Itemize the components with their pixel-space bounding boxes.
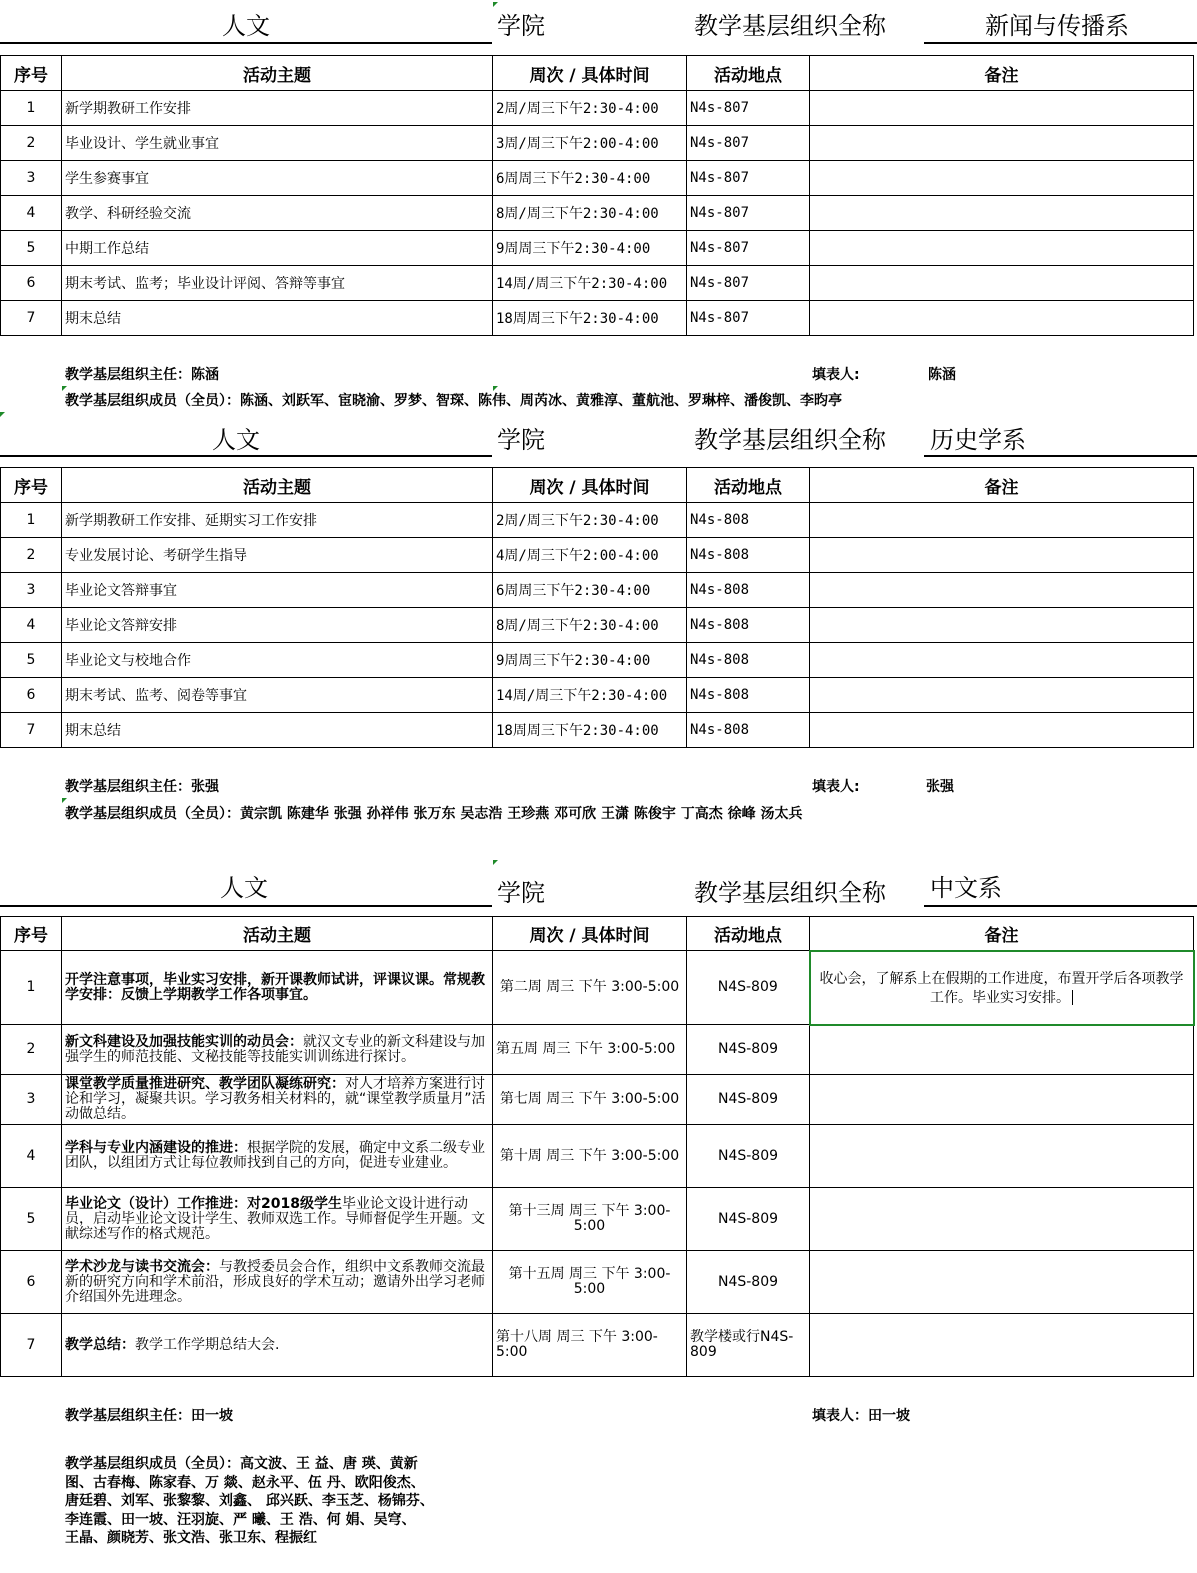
table-row [1, 643, 1194, 678]
column-header-topic[interactable]: 活动主题 [62, 56, 493, 91]
dept-name: 新闻与传播系 [985, 12, 1129, 40]
row-remark[interactable] [810, 301, 1194, 336]
row-topic-lead: 学科与专业内涵建设的推进： [65, 1140, 247, 1156]
column-header-time[interactable]: 周次 / 具体时间 [493, 468, 687, 503]
table-row [1, 678, 1194, 713]
row-place[interactable]: N4s-808 [687, 503, 810, 538]
row-place[interactable]: N4S-809 [687, 1075, 810, 1125]
members-line: 李连霞、田一坡、汪羽旋、严 曦、王 浩、何 娟、吴穹、 [65, 1511, 416, 1528]
row-remark[interactable] [810, 266, 1194, 301]
comment-marker-icon [0, 412, 5, 417]
row-remark[interactable] [810, 126, 1194, 161]
row-time[interactable]: 第二周 周三 下午 3:00-5:00 [493, 951, 687, 1025]
row-remark[interactable] [810, 1075, 1194, 1125]
row-remark[interactable] [810, 1125, 1194, 1188]
row-remark-editing[interactable] [810, 951, 1194, 1025]
row-time[interactable]: 14周/周三下午2:30-4:00 [493, 266, 687, 301]
row-no[interactable]: 3 [1, 1075, 62, 1125]
row-time[interactable]: 9周周三下午2:30-4:00 [493, 643, 687, 678]
row-topic[interactable] [62, 1314, 493, 1377]
members-note[interactable]: 教学基层组织成员（全员）：陈涵、刘跃军、宦晓渝、罗梦、智琛、陈伟、周芮冰、黄雅淳、董航池、罗琳梓、潘俊凯、李昀亭 [65, 393, 842, 409]
row-no[interactable]: 5 [1, 1188, 62, 1251]
table-row [1, 713, 1194, 748]
row-no[interactable]: 3 [1, 161, 62, 196]
row-place[interactable]: N4s-808 [687, 573, 810, 608]
header-underline [0, 905, 492, 907]
table-row [1, 503, 1194, 538]
row-topic[interactable]: 教学、科研经验交流 [62, 196, 493, 231]
table-row [1, 951, 1194, 1025]
row-remark[interactable] [810, 1251, 1194, 1314]
row-topic-detail: 毕业论文设计进行动员，启动毕业论文设计学生、教师双选工作。导师督促学生开题。文献综述写作的格式规范。 [65, 1195, 485, 1242]
row-topic[interactable] [62, 1125, 493, 1188]
members-line: 唐廷碧、刘军、张黎黎、刘鑫、 邱兴跃、李玉芝、杨锦芬、 [65, 1493, 434, 1509]
row-no[interactable]: 5 [1, 231, 62, 266]
row-place[interactable]: N4S-809 [687, 1025, 810, 1075]
table-row [1, 1025, 1194, 1075]
row-time[interactable]: 8周/周三下午2:30-4:00 [493, 608, 687, 643]
row-topic-lead: 学术沙龙与读书交流会： [65, 1258, 219, 1275]
row-no[interactable]: 6 [1, 678, 62, 713]
table-row [1, 1125, 1194, 1188]
row-remark[interactable] [810, 608, 1194, 643]
section-chinese [0, 858, 1197, 1573]
column-header-place[interactable]: 活动地点 [687, 917, 810, 951]
row-topic-detail: 与教授委员会合作，组织中文系教师交流最新的研究方向和学术前沿，形成良好的学术互动；邀请外出学习老师介绍国外先进理念。 [65, 1258, 485, 1305]
header-underline [0, 455, 492, 457]
table-row [1, 608, 1194, 643]
section-news-communication [0, 0, 1197, 410]
row-time[interactable]: 4周/周三下午2:00-4:00 [493, 538, 687, 573]
row-remark[interactable] [810, 196, 1194, 231]
row-place[interactable]: N4s-807 [687, 196, 810, 231]
schedule-table [0, 55, 1194, 336]
table-row [1, 538, 1194, 573]
row-no[interactable]: 5 [1, 643, 62, 678]
table-row [1, 231, 1194, 266]
row-time[interactable]: 18周周三下午2:30-4:00 [493, 713, 687, 748]
row-topic-lead: 开学注意事项，毕业实习安排，新开课教师试讲，评课议课。常规教学安排：反馈上学期教学工作各项事宜。 [65, 971, 485, 1003]
column-header-no[interactable]: 序号 [1, 468, 62, 503]
table-row [1, 1075, 1194, 1125]
row-remark[interactable] [810, 1025, 1194, 1075]
row-topic-lead: 新文科建设及加强技能实训的动员会： [65, 1033, 303, 1050]
org-label: 教学基层组织全称 [694, 12, 886, 40]
director-note[interactable]: 教学基层组织主任：张强 [65, 779, 219, 795]
row-time[interactable]: 9周周三下午2:30-4:00 [493, 231, 687, 266]
row-remark[interactable] [810, 573, 1194, 608]
row-topic-detail: 根据学院的发展，确定中文系二级专业团队，以组团方式让每位教师找到自己的方向，促进专业建业。 [65, 1140, 485, 1171]
row-time[interactable]: 第十三周 周三 下午 3:00-5:00 [493, 1188, 687, 1251]
row-time[interactable]: 3周/周三下午2:00-4:00 [493, 126, 687, 161]
row-no[interactable]: 4 [1, 196, 62, 231]
row-topic[interactable] [62, 951, 493, 1025]
header-underline [924, 455, 1197, 457]
row-place[interactable]: N4S-809 [687, 951, 810, 1025]
row-no[interactable]: 6 [1, 266, 62, 301]
row-time[interactable]: 14周/周三下午2:30-4:00 [493, 678, 687, 713]
row-topic-lead: 教学总结： [65, 1336, 135, 1353]
row-time[interactable]: 第五周 周三 下午 3:00-5:00 [493, 1025, 687, 1075]
row-place[interactable]: N4s-807 [687, 91, 810, 126]
members-line: 王晶、颜晓芳、张文浩、张卫东、程振红 [65, 1530, 317, 1546]
table-row [1, 301, 1194, 336]
row-no[interactable]: 2 [1, 126, 62, 161]
college-name: 人文 [212, 426, 260, 454]
row-no[interactable]: 1 [1, 91, 62, 126]
row-place[interactable]: N4s-808 [687, 608, 810, 643]
table-row [1, 126, 1194, 161]
row-no[interactable]: 7 [1, 713, 62, 748]
row-topic-detail: 对人才培养方案进行讨论和学习，凝聚共识。学习教务相关材料的，就“课堂教学质量月”活动做总结。 [65, 1076, 486, 1122]
filler-name[interactable]: 张强 [926, 779, 954, 795]
row-time[interactable]: 6周周三下午2:30-4:00 [493, 573, 687, 608]
director-note[interactable]: 教学基层组织主任：田一坡 [65, 1408, 233, 1424]
row-place[interactable]: 教学楼或行N4S-809 [687, 1314, 810, 1377]
column-header-topic[interactable]: 活动主题 [62, 917, 493, 951]
row-place[interactable]: N4s-807 [687, 266, 810, 301]
filler-name[interactable]: 陈涵 [928, 367, 956, 383]
members-line: 教学基层组织成员（全员）：高文波、王 益、唐 瑛、黄新 [65, 1456, 418, 1472]
column-header-no[interactable]: 序号 [1, 917, 62, 951]
members-line: 图、古春梅、陈家春、万 燚、赵永平、伍 丹、欧阳俊杰、 [65, 1474, 425, 1491]
header-underline [0, 42, 492, 44]
row-topic[interactable] [62, 1025, 493, 1075]
row-remark[interactable] [810, 1188, 1194, 1251]
row-time[interactable]: 2周/周三下午2:30-4:00 [493, 503, 687, 538]
dept-name: 历史学系 [930, 426, 1026, 454]
header-underline [924, 905, 1197, 907]
members-note[interactable] [65, 1455, 434, 1548]
column-header-remark[interactable]: 备注 [810, 917, 1194, 951]
row-topic[interactable] [62, 1188, 493, 1251]
row-no[interactable]: 1 [1, 951, 62, 1025]
section-history [0, 410, 1197, 850]
row-topic[interactable] [62, 1075, 493, 1125]
row-topic[interactable]: 毕业论文答辩事宜 [62, 573, 493, 608]
row-remark[interactable] [810, 678, 1194, 713]
row-topic-detail: 就汉文专业的新文科建设与加强学生的师范技能、文秘技能等技能实训训练进行探讨。 [65, 1033, 485, 1065]
table-row [1, 161, 1194, 196]
column-header-time[interactable]: 周次 / 具体时间 [493, 917, 687, 951]
row-remark[interactable] [810, 231, 1194, 266]
row-topic[interactable] [62, 1251, 493, 1314]
row-place[interactable]: N4S-809 [687, 1251, 810, 1314]
table-row [1, 1188, 1194, 1251]
row-place[interactable]: N4s-808 [687, 538, 810, 573]
row-topic[interactable]: 毕业论文答辩安排 [62, 608, 493, 643]
row-time[interactable]: 第十周 周三 下午 3:00-5:00 [493, 1125, 687, 1188]
table-row [1, 573, 1194, 608]
row-topic[interactable]: 毕业设计、学生就业事宜 [62, 126, 493, 161]
row-place[interactable]: N4s-807 [687, 126, 810, 161]
row-remark[interactable] [810, 538, 1194, 573]
row-no[interactable]: 7 [1, 1314, 62, 1377]
row-topic[interactable]: 期末考试、监考；毕业设计评阅、答辩等事宜 [62, 266, 493, 301]
header-underline [924, 42, 1197, 44]
schedule-table [0, 916, 1195, 1377]
org-label: 教学基层组织全称 [694, 879, 886, 907]
row-remark[interactable] [810, 503, 1194, 538]
table-row [1, 91, 1194, 126]
row-place[interactable]: N4S-809 [687, 1125, 810, 1188]
comment-marker-icon [62, 386, 67, 391]
row-topic[interactable]: 专业发展讨论、考研学生指导 [62, 538, 493, 573]
table-row [1, 1251, 1194, 1314]
row-topic-lead: 课堂教学质量推进研究、教学团队凝练研究： [65, 1076, 345, 1092]
members-note[interactable]: 教学基层组织成员（全员）：黄宗凯 陈建华 张强 孙祥伟 张万东 吴志浩 王珍燕 邓可欣 王潇 陈俊宇 丁高杰 徐峰 汤太兵 [65, 806, 803, 822]
row-topic[interactable]: 学生参赛事宜 [62, 161, 493, 196]
row-remark[interactable] [810, 161, 1194, 196]
row-remark[interactable] [810, 713, 1194, 748]
comment-marker-icon [62, 798, 67, 803]
org-label: 教学基层组织全称 [694, 426, 886, 454]
row-topic-detail: 教学工作学期总结大会. [135, 1336, 280, 1353]
column-header-no[interactable]: 序号 [1, 56, 62, 91]
column-header-remark[interactable]: 备注 [810, 56, 1194, 91]
row-topic[interactable]: 期末总结 [62, 301, 493, 336]
filler-label[interactable]: 填表人: [812, 367, 860, 383]
row-remark[interactable] [810, 1314, 1194, 1377]
text-cursor-icon [1072, 990, 1073, 1005]
row-topic[interactable]: 毕业论文与校地合作 [62, 643, 493, 678]
row-time[interactable]: 2周/周三下午2:30-4:00 [493, 91, 687, 126]
row-place[interactable]: N4S-809 [687, 1188, 810, 1251]
row-topic[interactable]: 新学期教研工作安排、延期实习工作安排 [62, 503, 493, 538]
college-name: 人文 [222, 12, 270, 40]
row-time[interactable]: 第十五周 周三 下午 3:00-5:00 [493, 1251, 687, 1314]
column-header-time[interactable]: 周次 / 具体时间 [493, 56, 687, 91]
college-suffix: 学院 [497, 879, 545, 907]
column-header-topic[interactable]: 活动主题 [62, 468, 493, 503]
row-place[interactable]: N4s-808 [687, 643, 810, 678]
row-place[interactable]: N4s-807 [687, 301, 810, 336]
filler-label[interactable]: 填表人: [812, 779, 860, 795]
row-topic[interactable]: 中期工作总结 [62, 231, 493, 266]
row-no[interactable]: 6 [1, 1251, 62, 1314]
comment-marker-icon [493, 860, 498, 865]
table-row [1, 196, 1194, 231]
table-row [1, 266, 1194, 301]
row-no[interactable]: 4 [1, 1125, 62, 1188]
row-no[interactable]: 3 [1, 573, 62, 608]
row-no[interactable]: 1 [1, 503, 62, 538]
table-row [1, 1314, 1194, 1377]
row-no[interactable]: 2 [1, 538, 62, 573]
row-topic-lead: 毕业论文（设计）工作推进：对2018级学生 [65, 1195, 342, 1212]
row-no[interactable]: 4 [1, 608, 62, 643]
row-topic[interactable]: 期末考试、监考、阅卷等事宜 [62, 678, 493, 713]
row-no[interactable]: 7 [1, 301, 62, 336]
row-place[interactable]: N4s-807 [687, 161, 810, 196]
director-note[interactable]: 教学基层组织主任：陈涵 [65, 367, 219, 383]
comment-marker-icon [493, 2, 498, 7]
row-time[interactable]: 第七周 周三 下午 3:00-5:00 [493, 1075, 687, 1125]
row-time[interactable]: 6周周三下午2:30-4:00 [493, 161, 687, 196]
column-header-place[interactable]: 活动地点 [687, 468, 810, 503]
comment-marker-icon [493, 386, 498, 391]
row-remark[interactable] [810, 91, 1194, 126]
dept-name: 中文系 [930, 874, 1002, 902]
row-remark-text: 收心会，了解系上在假期的工作进度，布置开学后各项教学工作。毕业实习安排。 [819, 970, 1184, 1006]
row-no[interactable]: 2 [1, 1025, 62, 1075]
row-place[interactable]: N4s-808 [687, 713, 810, 748]
column-header-remark[interactable]: 备注 [810, 468, 1194, 503]
college-suffix: 学院 [497, 426, 545, 454]
filler-label[interactable]: 填表人：田一坡 [812, 1408, 910, 1424]
row-topic[interactable]: 期末总结 [62, 713, 493, 748]
schedule-table [0, 467, 1194, 748]
row-time[interactable]: 8周/周三下午2:30-4:00 [493, 196, 687, 231]
row-topic[interactable]: 新学期教研工作安排 [62, 91, 493, 126]
row-place[interactable]: N4s-808 [687, 678, 810, 713]
row-time[interactable]: 18周周三下午2:30-4:00 [493, 301, 687, 336]
column-header-place[interactable]: 活动地点 [687, 56, 810, 91]
college-suffix: 学院 [497, 12, 545, 40]
row-time[interactable]: 第十八周 周三 下午 3:00-5:00 [493, 1314, 687, 1377]
college-name: 人文 [220, 874, 268, 902]
row-place[interactable]: N4s-807 [687, 231, 810, 266]
row-remark[interactable] [810, 643, 1194, 678]
